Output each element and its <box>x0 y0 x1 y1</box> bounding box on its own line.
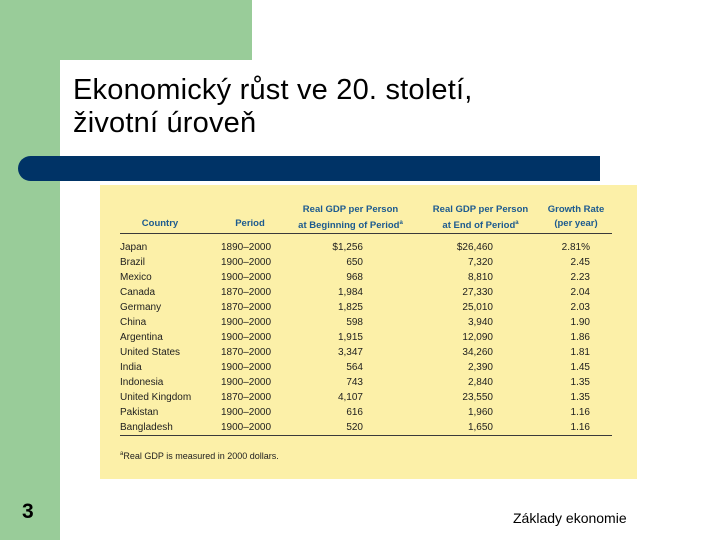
footnote-text: Real GDP is measured in 2000 dollars. <box>123 451 279 461</box>
header-rate-line1: Growth Rate <box>547 204 605 215</box>
slide-title-line-1: Ekonomický růst ve 20. století, <box>73 74 473 106</box>
header-rate-line2: (per year) <box>554 218 598 229</box>
cell-country: Mexico <box>120 272 152 283</box>
cell-country: Germany <box>120 302 162 313</box>
cell-growth-rate: 2.81% <box>561 242 590 253</box>
cell-gdp-end: 7,320 <box>467 257 493 268</box>
cell-gdp-end: 1,960 <box>467 407 493 418</box>
cell-gdp-end: $26,460 <box>456 242 493 253</box>
cell-country: Indonesia <box>120 377 164 388</box>
cell-period: 1900–2000 <box>221 257 272 268</box>
cell-gdp-end: 25,010 <box>462 302 493 313</box>
cell-period: 1900–2000 <box>221 317 272 328</box>
cell-growth-rate: 1.45 <box>570 362 590 373</box>
header-end-line2 <box>418 217 543 232</box>
cell-gdp-end: 12,090 <box>462 332 493 343</box>
cell-gdp-begin: 1,825 <box>337 302 363 313</box>
cell-growth-rate: 1.35 <box>570 377 590 388</box>
cell-gdp-end: 1,650 <box>467 422 493 433</box>
cell-growth-rate: 1.16 <box>570 422 590 433</box>
cell-period: 1870–2000 <box>221 287 272 298</box>
cell-country: United Kingdom <box>120 392 192 403</box>
bottom-rule <box>120 435 612 436</box>
footnote-mark: a <box>120 451 124 457</box>
cell-period: 1900–2000 <box>221 407 272 418</box>
cell-growth-rate: 2.23 <box>570 272 590 283</box>
cell-period: 1900–2000 <box>221 362 272 373</box>
cell-period: 1890–2000 <box>221 242 272 253</box>
cell-gdp-end: 8,810 <box>467 272 493 283</box>
left-green-band <box>0 0 60 540</box>
cell-gdp-begin: 968 <box>346 272 363 283</box>
cell-gdp-begin: 598 <box>346 317 363 328</box>
cell-country: Brazil <box>120 257 146 268</box>
cell-gdp-end: 2,390 <box>467 362 493 373</box>
cell-country: Japan <box>120 242 148 253</box>
cell-country: Canada <box>120 287 156 298</box>
header-rule <box>120 233 612 234</box>
cell-growth-rate: 2.45 <box>570 257 590 268</box>
cell-gdp-begin: 1,984 <box>337 287 363 298</box>
cell-gdp-begin: 650 <box>346 257 363 268</box>
header-begin-line2-text: at Beginning of Period <box>298 220 400 232</box>
cell-gdp-begin: 616 <box>346 407 363 418</box>
cell-growth-rate: 2.04 <box>570 287 590 298</box>
header-begin-line2 <box>288 217 413 232</box>
cell-country: China <box>120 317 147 328</box>
header-begin-line1: Real GDP per Person <box>302 204 399 215</box>
cell-country: United States <box>120 347 181 358</box>
cell-gdp-begin: 4,107 <box>337 392 363 403</box>
cell-gdp-end: 34,260 <box>462 347 493 358</box>
cell-period: 1900–2000 <box>221 422 272 433</box>
cell-period: 1870–2000 <box>221 392 272 403</box>
cell-gdp-end: 27,330 <box>462 287 493 298</box>
title-divider-bar <box>18 156 600 181</box>
footer-text: Základy ekonomie <box>513 510 627 526</box>
table-footnote <box>120 451 279 461</box>
cell-period: 1870–2000 <box>221 347 272 358</box>
cell-period: 1870–2000 <box>221 302 272 313</box>
gdp-table <box>100 185 637 479</box>
cell-period: 1900–2000 <box>221 272 272 283</box>
cell-gdp-end: 2,840 <box>467 377 493 388</box>
cell-growth-rate: 2.03 <box>570 302 590 313</box>
cell-growth-rate: 1.16 <box>570 407 590 418</box>
slide-title-line-2: životní úroveň <box>73 107 257 139</box>
cell-gdp-begin: 743 <box>346 377 363 388</box>
cell-growth-rate: 1.35 <box>570 392 590 403</box>
cell-growth-rate: 1.86 <box>570 332 590 343</box>
cell-gdp-end: 23,550 <box>462 392 493 403</box>
cell-country: Bangladesh <box>120 422 173 433</box>
header-end-line2-text: at End of Period <box>442 220 516 232</box>
header-end-line1: Real GDP per Person <box>432 204 529 215</box>
cell-period: 1900–2000 <box>221 377 272 388</box>
cell-period: 1900–2000 <box>221 332 272 343</box>
cell-gdp-begin: 564 <box>346 362 363 373</box>
slide-title <box>73 74 673 140</box>
header-begin-footnote-mark: a <box>399 220 403 226</box>
cell-growth-rate: 1.90 <box>570 317 590 328</box>
cell-country: Argentina <box>120 332 163 343</box>
slide-number: 3 <box>22 500 34 523</box>
cell-growth-rate: 1.81 <box>570 347 590 358</box>
cell-country: India <box>120 362 142 373</box>
cell-gdp-begin: 1,915 <box>337 332 363 343</box>
cell-country: Pakistan <box>120 407 159 418</box>
top-green-block <box>60 0 252 60</box>
cell-gdp-begin: 3,347 <box>337 347 363 358</box>
cell-gdp-begin: $1,256 <box>332 242 363 253</box>
header-end-footnote-mark: a <box>515 220 519 226</box>
header-period: Period <box>235 218 265 229</box>
cell-gdp-end: 3,940 <box>467 317 493 328</box>
header-country: Country <box>141 218 179 229</box>
cell-gdp-begin: 520 <box>346 422 363 433</box>
